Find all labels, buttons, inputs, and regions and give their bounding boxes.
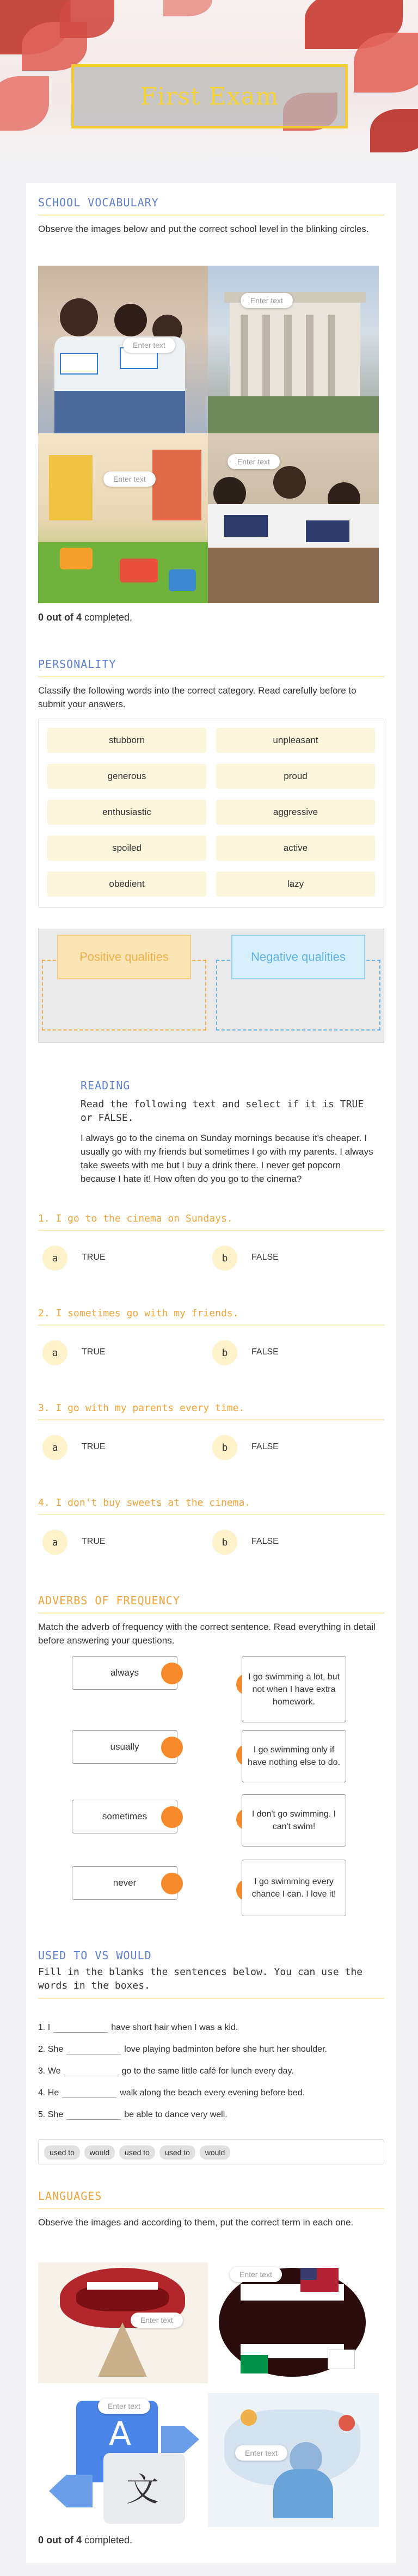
blank-drop-field[interactable] xyxy=(64,2066,119,2076)
draggable-word[interactable]: unpleasant xyxy=(216,728,375,753)
fill-sentence xyxy=(38,2066,294,2076)
draggable-word[interactable]: obedient xyxy=(47,872,206,897)
sentence-end: love playing badminton before she hurt her shoulder. xyxy=(124,2045,327,2054)
question-4-options xyxy=(38,1530,384,1555)
question-2 xyxy=(38,1308,384,1326)
sentence-start: 4. He xyxy=(38,2088,59,2097)
section-instructions: Classify the following words into the correct category. Read carefully before to submit your answers. xyxy=(38,685,356,709)
reading-header xyxy=(81,1079,374,1186)
adverbs-section xyxy=(38,1594,384,1647)
section-title: USED TO VS WOULD xyxy=(38,1949,152,1962)
draggable-word-chip[interactable]: used to xyxy=(44,2145,80,2160)
image-high-school xyxy=(208,433,379,603)
answer-drop-field[interactable]: Enter text xyxy=(230,2267,282,2282)
match-item-right[interactable]: I don't go swimming. I can't swim! xyxy=(242,1794,346,1847)
sentence-start: 5. She xyxy=(38,2110,64,2119)
image-translate-icon: A 文 Enter text xyxy=(38,2393,208,2527)
category-board xyxy=(38,929,384,1043)
match-connector[interactable] xyxy=(161,1873,183,1894)
answer-drop-field[interactable]: Enter text xyxy=(123,338,175,353)
word-bank xyxy=(38,719,384,908)
question-text: 2. I sometimes go with my friends. xyxy=(38,1308,384,1326)
match-item-right[interactable]: I go swimming every chance I can. I love it! xyxy=(242,1860,346,1916)
answer-drop-field[interactable]: Enter text xyxy=(103,471,156,487)
option-label[interactable]: TRUE xyxy=(82,1442,106,1451)
sentence-start: 3. We xyxy=(38,2066,61,2076)
fill-sentence xyxy=(38,2110,228,2120)
decor-leaf xyxy=(0,76,49,131)
option-label[interactable]: FALSE xyxy=(251,1442,279,1451)
languages-section xyxy=(38,2189,384,2229)
draggable-word[interactable]: stubborn xyxy=(47,728,206,753)
question-4 xyxy=(38,1497,384,1515)
option-a[interactable]: a xyxy=(42,1340,67,1365)
decor-leaf xyxy=(163,0,212,16)
option-label[interactable]: TRUE xyxy=(82,1253,106,1262)
section-title: ADVERBS OF FREQUENCY xyxy=(38,1594,384,1614)
blank-drop-field[interactable] xyxy=(53,2023,108,2033)
section-instructions: Fill in the blanks the sentences below. You can use the words in the boxes. xyxy=(38,1965,384,1999)
draggable-word-chip[interactable]: used to xyxy=(119,2145,155,2160)
match-item-right[interactable]: I go swimming a lot, but not when I have extra homework. xyxy=(242,1656,346,1722)
option-a[interactable]: a xyxy=(42,1246,67,1271)
match-connector[interactable] xyxy=(161,1663,183,1684)
option-label[interactable]: FALSE xyxy=(251,1347,279,1357)
section-title: LANGUAGES xyxy=(38,2189,384,2209)
sentence-end: be able to dance very well. xyxy=(124,2110,228,2119)
decor-leaf xyxy=(370,109,418,152)
vocabulary-section xyxy=(38,196,384,236)
answer-drop-field[interactable]: Enter text xyxy=(131,2313,183,2328)
draggable-word[interactable]: generous xyxy=(47,764,206,789)
match-connector[interactable] xyxy=(161,1737,183,1758)
draggable-word[interactable]: active xyxy=(216,836,375,861)
option-label[interactable]: TRUE xyxy=(82,1347,106,1357)
section-instructions: Match the adverb of frequency with the correct sentence. Read everything in detail before answering your questions. xyxy=(38,1622,376,1646)
question-3-options xyxy=(38,1435,384,1460)
draggable-word[interactable]: enthusiastic xyxy=(47,800,206,825)
option-a[interactable]: a xyxy=(42,1435,67,1460)
answer-drop-field[interactable]: Enter text xyxy=(241,293,293,308)
question-text: 1. I go to the cinema on Sundays. xyxy=(38,1213,384,1231)
match-item-right[interactable]: I go swimming only if have nothing else to do. xyxy=(242,1730,346,1782)
progress-count: 0 out of 4 xyxy=(38,2535,82,2546)
section-title: SCHOOL VOCABULARY xyxy=(38,196,384,216)
question-text: 4. I don't buy sweets at the cinema. xyxy=(38,1497,384,1515)
draggable-word[interactable]: lazy xyxy=(216,872,375,897)
option-b[interactable]: b xyxy=(212,1530,237,1555)
vocabulary-progress xyxy=(38,612,132,623)
section-instructions: Observe the images below and put the correct school level in the blinking circles. xyxy=(38,224,369,234)
category-label-positive: Positive qualities xyxy=(57,935,191,979)
exam-title: First Exam xyxy=(140,82,279,111)
draggable-word[interactable]: spoiled xyxy=(47,836,206,861)
fill-sentence xyxy=(38,2045,327,2054)
word-options-bank xyxy=(38,2139,384,2164)
image-mouth-roots xyxy=(38,2262,208,2383)
option-label[interactable]: TRUE xyxy=(82,1537,106,1546)
answer-drop-field[interactable]: Enter text xyxy=(98,2399,150,2414)
section-title: PERSONALITY xyxy=(38,658,384,677)
match-item-left[interactable]: sometimes xyxy=(72,1800,177,1833)
option-a[interactable]: a xyxy=(42,1530,67,1555)
option-b[interactable]: b xyxy=(212,1435,237,1460)
blank-drop-field[interactable] xyxy=(62,2088,116,2098)
section-title: READING xyxy=(81,1079,131,1092)
image-kindergarten xyxy=(38,433,208,603)
sentence-end: go to the same little café for lunch every day. xyxy=(121,2066,294,2076)
option-label[interactable]: FALSE xyxy=(251,1253,279,1262)
option-b[interactable]: b xyxy=(212,1246,237,1271)
fill-sentence xyxy=(38,2023,238,2033)
draggable-word-chip[interactable]: would xyxy=(84,2145,115,2160)
answer-drop-field[interactable]: Enter text xyxy=(235,2445,287,2461)
exam-title-box xyxy=(71,64,348,128)
blank-drop-field[interactable] xyxy=(66,2110,121,2120)
image-world-communication xyxy=(208,2393,379,2527)
draggable-word[interactable]: proud xyxy=(216,764,375,789)
question-text: 3. I go with my parents every time. xyxy=(38,1402,384,1420)
question-2-options xyxy=(38,1340,384,1365)
draggable-word-chip[interactable]: used to xyxy=(159,2145,195,2160)
sentence-start: 1. I xyxy=(38,2023,51,2032)
image-primary-school xyxy=(38,266,208,433)
decor-leaf xyxy=(60,0,114,38)
languages-progress xyxy=(38,2535,132,2546)
question-1 xyxy=(38,1213,384,1231)
image-university xyxy=(208,266,379,433)
sentence-end: have short hair when I was a kid. xyxy=(111,2023,238,2032)
exam-card xyxy=(26,183,396,2563)
question-3 xyxy=(38,1402,384,1420)
reading-passage: I always go to the cinema on Sunday mornings because it's cheaper. I usually go with my friends but sometimes I go with my parents. I always take sweets with me but I buy a drink there. I never get popcorn because I hate it! How often do you go to the cinema? xyxy=(81,1133,373,1184)
match-connector[interactable] xyxy=(161,1806,183,1828)
section-instructions: Observe the images and according to them, put the correct term in each one. xyxy=(38,2217,354,2228)
match-item-left[interactable]: usually xyxy=(72,1730,177,1764)
progress-suffix: completed. xyxy=(82,612,133,623)
option-label[interactable]: FALSE xyxy=(251,1537,279,1546)
used-to-section xyxy=(38,1949,384,1999)
answer-drop-field[interactable]: Enter text xyxy=(228,454,280,469)
sentence-start: 2. She xyxy=(38,2045,64,2054)
match-item-left[interactable]: never xyxy=(72,1866,177,1900)
fill-sentence xyxy=(38,2088,305,2098)
draggable-word[interactable]: aggressive xyxy=(216,800,375,825)
category-label-negative: Negative qualities xyxy=(231,935,365,979)
image-mouth-flags xyxy=(208,2262,379,2383)
blank-drop-field[interactable] xyxy=(66,2045,121,2054)
draggable-word-chip[interactable]: would xyxy=(200,2145,230,2160)
match-item-left[interactable]: always xyxy=(72,1656,177,1690)
section-instructions: Read the following text and select if it is TRUE or FALSE. xyxy=(81,1099,364,1124)
page-header xyxy=(0,0,418,163)
progress-count: 0 out of 4 xyxy=(38,612,82,623)
option-b[interactable]: b xyxy=(212,1340,237,1365)
question-1-options xyxy=(38,1246,384,1271)
progress-suffix: completed. xyxy=(82,2535,133,2546)
sentence-end: walk along the beach every evening before bed. xyxy=(120,2088,305,2097)
personality-section xyxy=(38,658,384,711)
